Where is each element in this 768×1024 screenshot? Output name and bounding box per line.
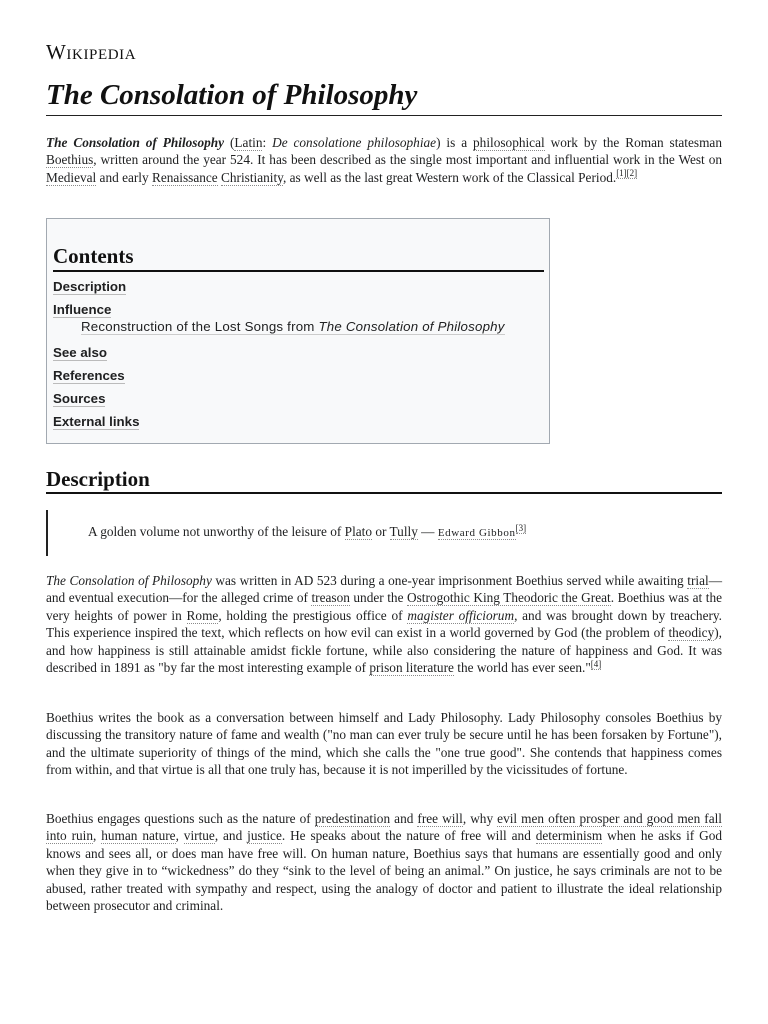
intro-text: and early (96, 169, 152, 185)
link-renaissance[interactable]: Renaissance (151, 169, 218, 185)
toc-list (53, 278, 544, 430)
link-prison-literature[interactable]: prison literature (369, 660, 454, 676)
intro-text: work by the Roman statesman (544, 135, 722, 150)
link-trial[interactable]: trial (687, 573, 709, 588)
link-plato[interactable]: Plato (344, 524, 373, 539)
intro-text: ) is a (436, 135, 474, 150)
toc-item-references[interactable]: References (53, 368, 125, 383)
intro-text: , written around the year 524. It has been described as the single most important and influential work in the West on (93, 152, 722, 168)
citation-1-2[interactable]: [1][2] (616, 168, 638, 179)
link-boethius[interactable]: Boethius (46, 152, 94, 168)
link-predestination[interactable]: predestination (314, 811, 391, 826)
link-edward-gibbon[interactable]: Edward Gibbon (437, 527, 516, 539)
link-human-nature[interactable]: human nature (101, 828, 176, 844)
latin-title: De consolatione philosophiae (272, 135, 437, 150)
link-tully[interactable]: Tully (389, 524, 418, 539)
table-of-contents (46, 218, 550, 444)
blockquote-bar (46, 510, 48, 556)
toc-title: Contents (53, 243, 544, 272)
intro-text: : (262, 135, 273, 150)
wikipedia-logo[interactable]: Wikipedia (46, 40, 137, 64)
link-evil-men-prosper[interactable]: evil men often prosper and good men fall into ruin (46, 811, 722, 844)
link-philosophical[interactable]: philosophical (473, 135, 545, 150)
link-determinism[interactable]: determinism (535, 828, 603, 844)
toc-item-reconstruction[interactable]: Reconstruction of the Lost Songs from The Consolation of Philosophy (81, 319, 505, 334)
link-latin[interactable]: Latin (234, 135, 263, 150)
toc-item-sources[interactable]: Sources (53, 391, 106, 406)
toc-item-external-links[interactable]: External links (53, 414, 140, 429)
link-virtue[interactable]: virtue (183, 828, 215, 844)
intro-text: ( (224, 135, 235, 150)
description-paragraph-3: Boethius engages questions such as the nature of predestination and free will, why evil men often prosper and good men fall into ruin, human nature, virtue, and justice. He speaks about the nature of free will and determinism when he asks if God knows and sees all, or does man have free will. On human nature, Boethius says that humans are essentially good and only when they give in to “wickedness” do they “sink to the level of being an animal.” On justice, he says criminals are not to be abused, rather treated with sympathy and respect, using the analogy of doctor and patient to illustrate the ideal relationship between prosecutor and criminal. (46, 811, 722, 914)
blockquote: A golden volume not unworthy of the leisure of Plato or Tully — Edward Gibbon[3] (88, 522, 527, 539)
section-heading-description: Description (46, 466, 722, 494)
citation-3[interactable]: [3] (515, 522, 527, 533)
intro-title: The Consolation of Philosophy (46, 135, 225, 150)
link-rome[interactable]: Rome (186, 607, 219, 623)
intro-text: , as well as the last great Western work of the Classical Period. (282, 169, 617, 185)
link-justice[interactable]: justice (247, 828, 282, 844)
page-title: The Consolation of Philosophy (46, 76, 722, 116)
toc-item-see-also[interactable]: See also (53, 345, 107, 360)
link-christianity[interactable]: Christianity (221, 169, 283, 185)
link-medieval[interactable]: Medieval (46, 169, 97, 185)
link-free-will[interactable]: free will (417, 811, 463, 826)
link-magister-officiorum[interactable]: magister officiorum (407, 607, 515, 623)
description-paragraph-1: The Consolation of Philosophy was written in AD 523 during a one-year imprisonment Boethius served while awaiting trial—and eventual execution—for the alleged crime of treason under the Ostrogothic King Theodoric the Great. Boethius was at the very heights of power in Rome, holding the prestigious office of magister officiorum, and was brought down by treachery. This experience inspired the text, which reflects on how evil can exist in a world governed by God (the problem of theodicy), and how happiness is still attainable amidst fickle fortune, while also considering the nature of happiness and God. It was described in 1891 as "by far the most interesting example of prison literature the world has ever seen."[4] (46, 573, 723, 676)
description-paragraph-2: Boethius writes the book as a conversation between himself and Lady Philosophy. Lady Philosophy consoles Boethius by discussing the transitory nature of fame and wealth ("no man can ever truly be secure until he has been forsaken by Fortune"), and the ultimate superiority of things of the mind, which she calls the "one true good". She contends that happiness comes from within, and that virtue is all that one truly has, because it is not imperilled by the vicissitudes of fortune. (46, 710, 722, 778)
toc-item-influence[interactable]: Influence (53, 302, 112, 317)
citation-4[interactable]: [4] (590, 658, 602, 669)
link-theodicy[interactable]: theodicy (668, 625, 715, 641)
link-theodoric[interactable]: Ostrogothic King Theodoric the Great (407, 590, 611, 606)
link-treason[interactable]: treason (311, 590, 350, 606)
toc-item-description[interactable]: Description (53, 279, 127, 294)
intro-paragraph (46, 134, 722, 186)
